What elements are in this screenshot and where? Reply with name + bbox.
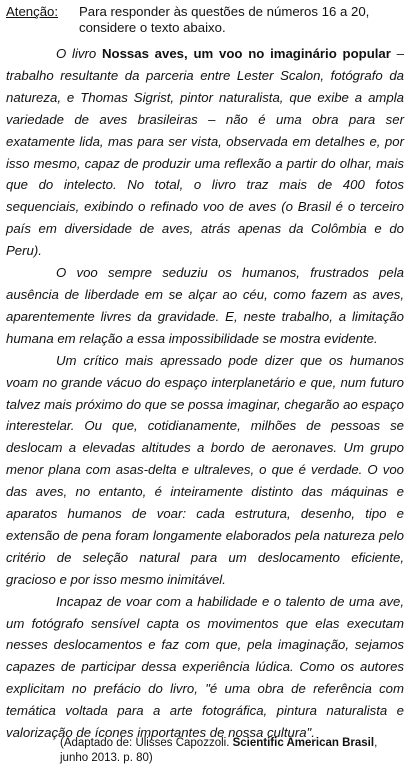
attention-label: Atenção: [6, 4, 59, 19]
attention-text: Para responder às questões de números 16 a 20, considere o texto abaixo. [79, 4, 370, 35]
source-suffix: , junho 2013. p. 80) [60, 737, 378, 764]
source-publication: Scientific American Brasil [232, 737, 375, 749]
paragraph-2: O voo sempre seduziu os humanos, frustrados pela ausência de liberdade em se alçar ao céu, como fazem as aves, aparentemente livres da gravidade. E, neste trabalho, a limitação humana em relação a essa impossibilidade se mostra evidente. [6, 265, 404, 346]
paragraph-1 [6, 43, 404, 262]
p1-rest: – trabalho resultante da parceria entre Lester Scalon, fotógrafo da natureza, e Thomas Sigrist, pintor naturalista, que exibe a ampla variedade de aves brasileiras – não é uma obra para ser exatamente lida, mas para ser vista, observada em detalhes e, por isso mesmo, capaz de produzir uma reflexão a partir do olhar, mais que do intelecto. No total, o livro traz mais de 400 fotos sequenciais, exibindo o refinado voo de aves (o Brasil é o terceiro país em diversidade de aves, atrás apenas da Colômbia e do Peru). [6, 46, 405, 259]
source-citation [60, 736, 404, 766]
source-prefix: (Adaptado de: Ulisses Capozzoli. [60, 737, 233, 749]
p1-lead: O livro [56, 46, 102, 61]
paragraph-4: Incapaz de voar com a habilidade e o talento de uma ave, um fotógrafo sensível capta os movimentos que elas executam nesses deslocamentos e faz com que, pela imaginação, sejamos capazes de participar dessa experiência lúdica. Como os autores explicitam no prefácio do livro, "é uma obra de referência com temática voltada para a arte fotográfica, pintura naturalista e valorização de ícones importantes de nossa cultura". [6, 593, 404, 741]
paragraph-3: Um crítico mais apressado pode dizer que os humanos voam no grande vácuo do espaço interplanetário e que, num futuro talvez mais próximo do que se possa imaginar, chegarão ao espaço interestelar. Ou que, cotidianamente, milhões de pessoas se deslocam a elevadas altitudes a bordo de aeronaves. Um grupo menor plana com asas-delta e ultraleves, o que é verdade. O voo das aves, no entanto, é inteiramente distinto das máquinas e aparatos humanos de voar: cada estrutura, desenho, tipo e extensão de pena foram longamente elaborados pela natureza pelo critério de seleção natural para um deslocamento eficiente, gracioso e por isso mesmo inimitável. [6, 352, 404, 587]
book-title: Nossas aves, um voo no imaginário popular [101, 46, 391, 61]
attention-notice [6, 4, 404, 36]
article-text [6, 43, 404, 744]
